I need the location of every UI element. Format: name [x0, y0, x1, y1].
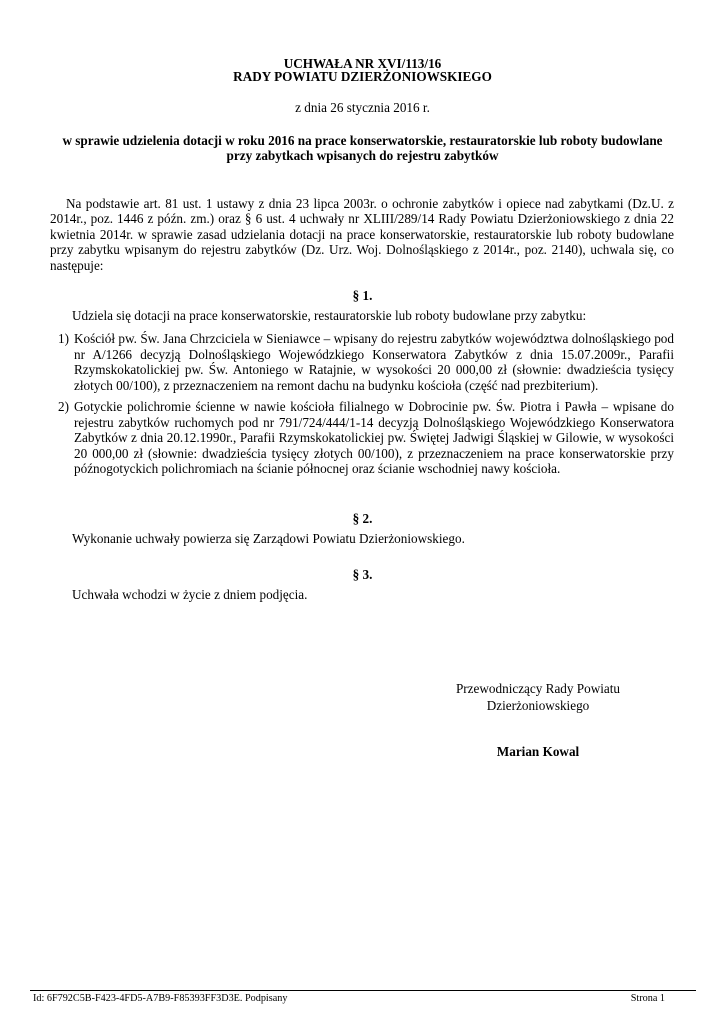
section-1-intro: Udziela się dotacji na prace konserwatorskie, restauratorskie lub roboty budowlane przy zabytku: — [72, 308, 587, 323]
section-2-text: Wykonanie uchwały powierza się Zarządowi Powiatu Dzierżoniowskiego. — [72, 531, 465, 546]
list-item-text: Kościół pw. Św. Jana Chrzciciela w Sieniawce – wpisany do rejestru zabytków województwa dolnośląskiego pod nr A/1266 decyzją Dolnośląskiego Wojewódzkiego Konserwatora Zabytków z dnia 15.07.2009r., Parafii Rzymskokatolickiej pw. Św. Antoniego w Ratajnie, w wysokości 20 000,00 zł (słownie: dwadzieścia tysięcy złotych 00/100), z przeznaczeniem na remont dachu na budynku kościoła (część nad prezbiterium). — [74, 331, 674, 393]
signatory-role — [418, 681, 658, 714]
section-3-heading: § 3. — [352, 567, 373, 582]
list-item-text: Gotyckie polichromie ścienne w nawie kościoła filialnego w Dobrocinie pw. Św. Piotra i Pawła – wpisane do rejestru zabytków ruchomych pod nr 791/724/444/1-14 decyzją Dolnośląskiego Wojewódzkiego Konserwatora Zabytków z dnia 20.12.1990r., Parafii Rzymskokatolickiej pw. Świętej Jadwigi Śląskiej w Gilowie, w wysokości 20 000,00 zł (słownie: dwadzieścia tysięcy złotych 00/100), z przeznaczeniem na prace konserwatorskie przy późnogotyckich polichromiach na ścianie północnej oraz ścianie wschodniej nawy kościoła. — [74, 399, 674, 477]
document-id: Id: 6F792C5B-F423-4FD5-A7B9-F85393FF3D3E. Podpisany — [33, 993, 288, 1004]
legal-basis-preamble: Na podstawie art. 81 ust. 1 ustawy z dnia 23 lipca 2003r. o ochronie zabytków i opiece nad zabytkami (Dz.U. z 2014r., poz. 1446 z późn. zm.) oraz § 6 ust. 4 uchwały nr XLIII/289/14 Rady Powiatu Dzierżoniowskiego z dnia 22 kwietnia 2014r. w sprawie zasad udzielania dotacji na prace konserwatorskie, restauratorskie lub roboty budowlane przy zabytku wpisanym do rejestru zabytków (Dz. Urz. Woj. Dolnośląskiego z 2014r., poz. 2140), uchwala się, co następuje: — [50, 196, 674, 273]
resolution-number: UCHWAŁA NR XVI/113/16 — [283, 56, 442, 71]
resolution-subject: w sprawie udzielenia dotacji w roku 2016 na prace konserwatorskie, restauratorskie lub roboty budowlane przy zabytkach wpisanych do rejestru zabytków — [62, 133, 663, 163]
list-item-number: 1) — [58, 331, 69, 346]
list-item-number: 2) — [58, 399, 69, 414]
footer-divider — [30, 990, 696, 991]
section-1-heading: § 1. — [352, 288, 373, 303]
section-2-heading: § 2. — [352, 511, 373, 526]
signatory-role-line2: Dzierżoniowskiego — [486, 697, 590, 713]
list-item — [58, 399, 674, 477]
signatory-name: Marian Kowal — [496, 744, 580, 759]
signatory-role-line1: Przewodniczący Rady Powiatu — [455, 681, 621, 696]
council-name: RADY POWIATU DZIERŻONIOWSKIEGO — [233, 69, 492, 84]
list-item — [58, 331, 674, 393]
resolution-date: z dnia 26 stycznia 2016 r. — [295, 100, 430, 115]
section-3-text: Uchwała wchodzi w życie z dniem podjęcia. — [72, 587, 308, 602]
page-number: Strona 1 — [630, 993, 665, 1004]
